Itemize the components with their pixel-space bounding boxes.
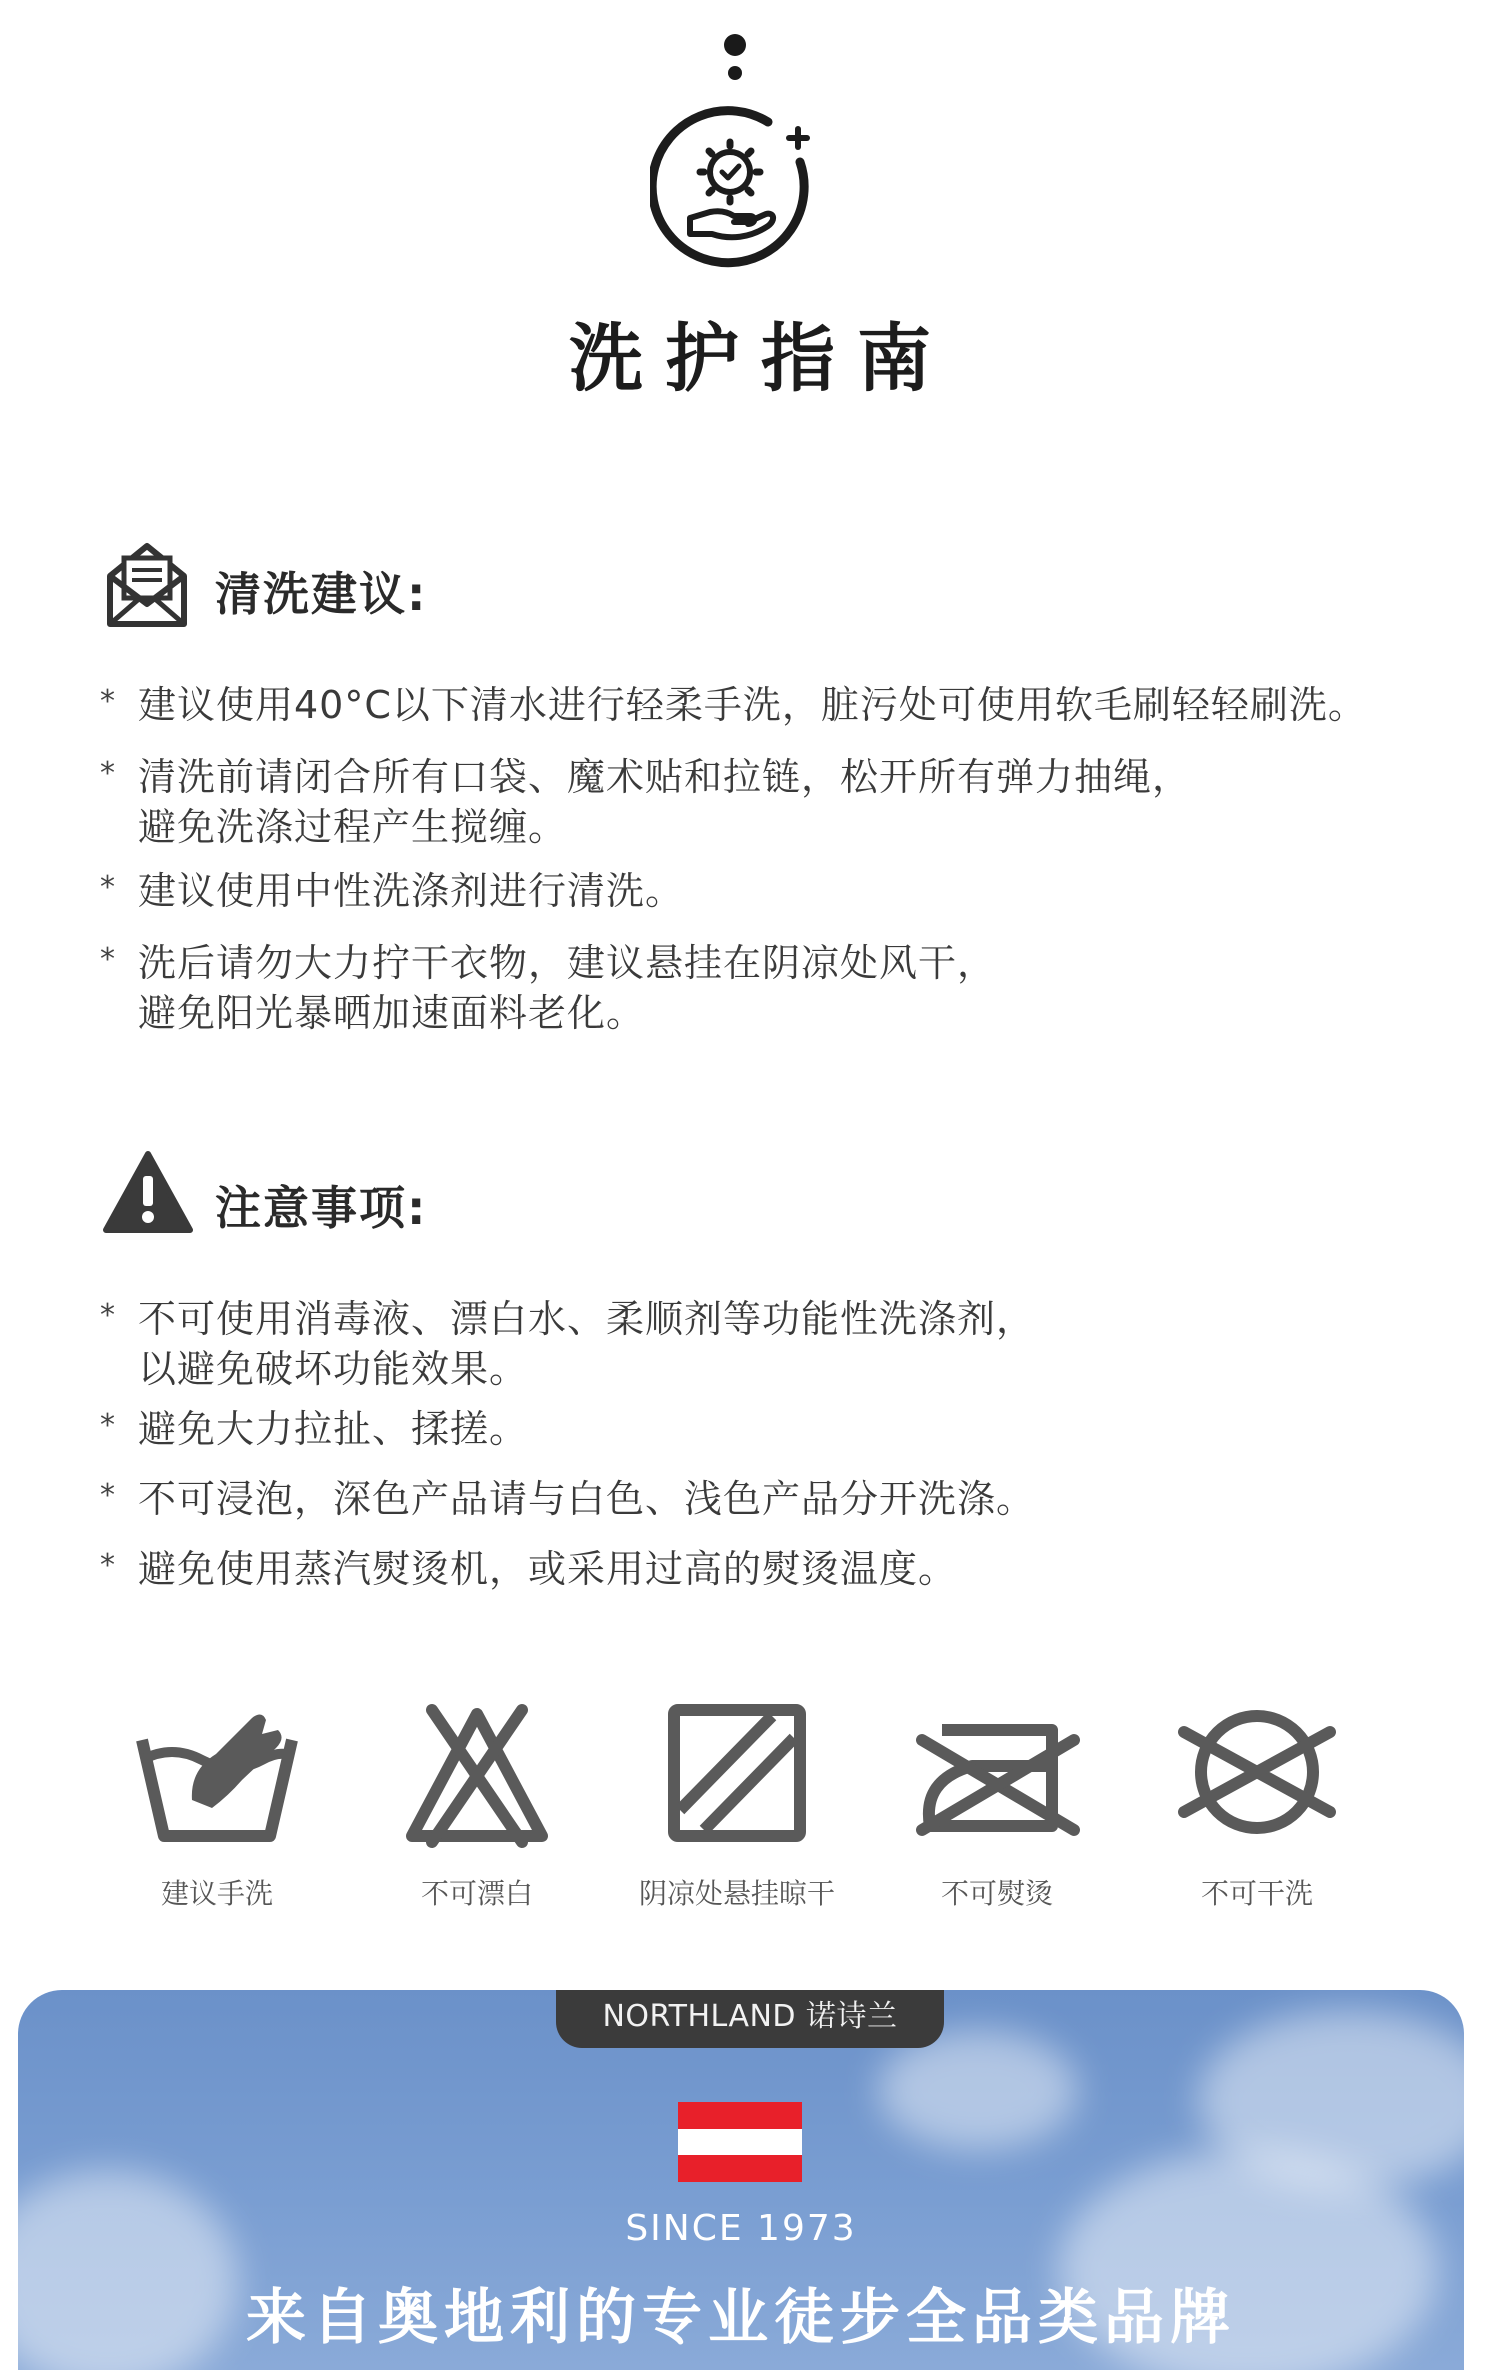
page-title: 洗护指南 (569, 316, 953, 402)
bullet-star: * (100, 1478, 115, 1513)
care-label: 不可干洗 (1200, 1877, 1313, 1910)
care-symbol-no-bleach (352, 1700, 602, 1910)
flag-stripe-bottom (678, 2155, 802, 2182)
care-service-icon (650, 100, 830, 270)
list-item-text: 建议使用中性洗涤剂进行清洗。 (138, 869, 685, 913)
bullet-star: * (100, 756, 115, 791)
list-item-text: 不可使用消毒液、漂白水、柔顺剂等功能性洗涤剂， 以避免破坏功能效果。 (138, 1297, 1036, 1391)
decor-dot-large (724, 34, 746, 56)
care-symbol-shade-dry (612, 1700, 862, 1910)
care-label: 阴凉处悬挂晾干 (638, 1877, 835, 1910)
care-label: 不可熨烫 (940, 1877, 1053, 1910)
care-symbol-no-dry-clean (1132, 1700, 1382, 1910)
no-dry-clean-icon (1172, 1700, 1342, 1850)
decor-dot-small (728, 66, 742, 80)
brand-banner (18, 1990, 1464, 2370)
cautions-heading: 注意事项: (215, 1181, 428, 1235)
bullet-star: * (100, 1408, 115, 1443)
washing-heading: 清洗建议: (215, 567, 428, 621)
flag-stripe-middle (678, 2129, 802, 2156)
care-label: 建议手洗 (160, 1877, 273, 1910)
list-item-text: 不可浸泡，深色产品请与白色、浅色产品分开洗涤。 (138, 1477, 1036, 1521)
list-item-text: 避免使用蒸汽熨烫机，或采用过高的熨烫温度。 (138, 1547, 958, 1591)
since-year: SINCE 1973 (625, 2208, 857, 2249)
shade-dry-icon (652, 1700, 822, 1850)
envelope-icon (104, 536, 190, 628)
list-item-text: 清洗前请闭合所有口袋、魔术贴和拉链，松开所有弹力抽绳， 避免洗涤过程产生搅缠。 (138, 755, 1192, 849)
bullet-star: * (100, 1548, 115, 1583)
bullet-star: * (100, 942, 115, 977)
hand-wash-icon (132, 1700, 302, 1850)
brand-slogan: 来自奥地利的专业徒步全品类品牌 (246, 2283, 1236, 2353)
bullet-star: * (100, 684, 115, 719)
bullet-star: * (100, 870, 115, 905)
no-iron-icon (912, 1700, 1082, 1850)
care-label: 不可漂白 (420, 1877, 533, 1910)
list-item-text: 建议使用40°C以下清水进行轻柔手洗，脏污处可使用软毛刷轻轻刷洗。 (138, 683, 1367, 727)
bullet-star: * (100, 1298, 115, 1333)
austria-flag (678, 2102, 802, 2182)
care-symbol-no-iron (872, 1700, 1122, 1910)
list-item-text: 洗后请勿大力拧干衣物，建议悬挂在阴凉处风干， 避免阳光暴晒加速面料老化。 (138, 941, 997, 1035)
brand-name: NORTHLAND 诺诗兰 (556, 1990, 944, 2048)
care-symbol-hand-wash (92, 1700, 342, 1910)
warning-icon (102, 1150, 194, 1234)
flag-stripe-top (678, 2102, 802, 2129)
cloud-decor (878, 2030, 1078, 2150)
no-bleach-icon (392, 1700, 562, 1850)
list-item-text: 避免大力拉扯、揉搓。 (138, 1407, 529, 1451)
